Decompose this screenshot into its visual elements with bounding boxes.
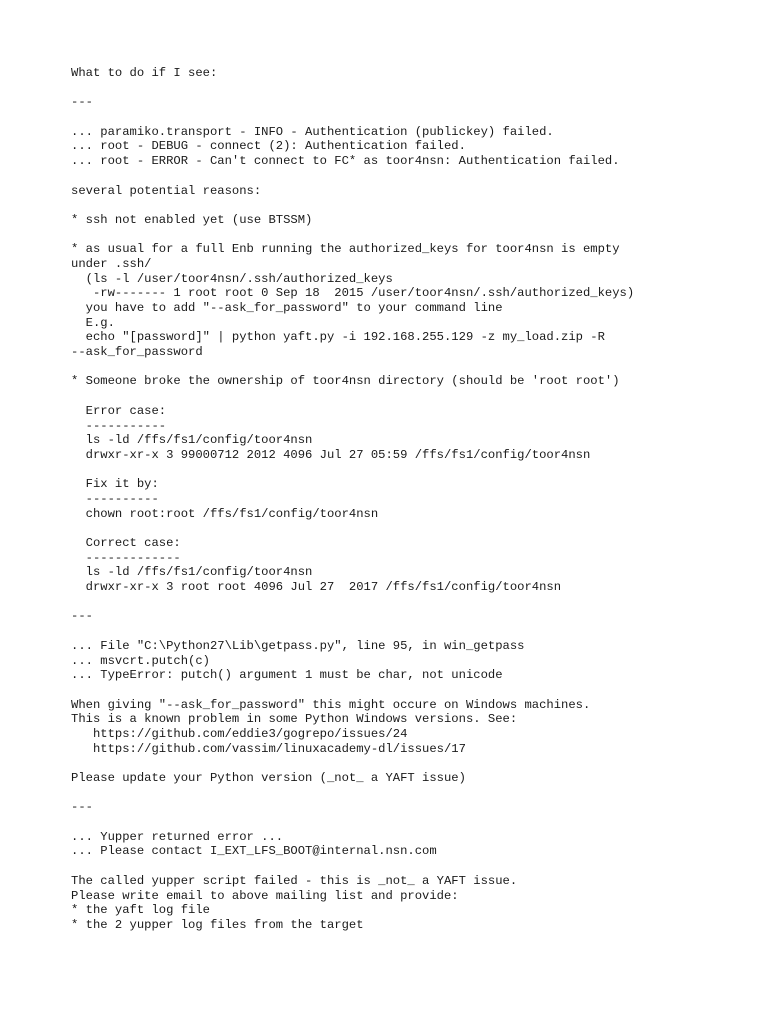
text-line: chown root:root /ffs/fs1/config/toor4nsn bbox=[71, 506, 379, 521]
text-line: ---------- bbox=[71, 491, 159, 506]
text-line: ... paramiko.transport - INFO - Authentication (publickey) failed. bbox=[71, 124, 554, 139]
text-line bbox=[71, 110, 761, 125]
text-line: -rw------- 1 root root 0 Sep 18 2015 /user/toor4nsn/.ssh/authorized_keys) bbox=[71, 286, 635, 301]
text-line bbox=[71, 786, 761, 801]
text-line: under .ssh/ bbox=[71, 256, 152, 271]
text-line: ... Yupper returned error ... bbox=[71, 829, 284, 844]
text-line: drwxr-xr-x 3 root root 4096 Jul 27 2017 /ffs/fs1/config/toor4nsn bbox=[71, 580, 562, 595]
text-line: This is a known problem in some Python Windows versions. See: bbox=[71, 712, 518, 727]
text-line: Please write email to above mailing list and provide: bbox=[71, 888, 459, 903]
text-line: (ls -l /user/toor4nsn/.ssh/authorized_keys bbox=[71, 271, 393, 286]
text-line: ----------- bbox=[71, 418, 167, 433]
text-line: https://github.com/eddie3/gogrepo/issues/24 bbox=[71, 726, 408, 741]
text-line bbox=[71, 521, 761, 536]
text-line: echo "[password]" | python yaft.py -i 192.168.255.129 -z my_load.zip -R bbox=[71, 330, 605, 345]
text-line: * the yaft log file bbox=[71, 903, 210, 918]
text-line: E.g. bbox=[71, 315, 115, 330]
text-line bbox=[71, 683, 761, 698]
text-line bbox=[71, 198, 761, 213]
text-line: What to do if I see: bbox=[71, 66, 218, 80]
text-line: Fix it by: bbox=[71, 477, 159, 492]
text-line: ... TypeError: putch() argument 1 must be char, not unicode bbox=[71, 668, 503, 683]
text-line: --- bbox=[71, 95, 93, 110]
text-line bbox=[71, 360, 761, 375]
text-line: When giving "--ask_for_password" this might occure on Windows machines. bbox=[71, 697, 591, 712]
text-line: ... root - ERROR - Can't connect to FC* as toor4nsn: Authentication failed. bbox=[71, 154, 620, 169]
text-line bbox=[71, 859, 761, 874]
text-line: Please update your Python version (_not_ a YAFT issue) bbox=[71, 771, 466, 785]
text-line bbox=[71, 756, 761, 771]
text-line bbox=[71, 228, 761, 243]
text-line: ls -ld /ffs/fs1/config/toor4nsn bbox=[71, 433, 313, 448]
text-line: ------------- bbox=[71, 550, 181, 565]
text-line: you have to add "--ask_for_password" to your command line bbox=[71, 301, 503, 315]
text-line bbox=[71, 81, 761, 96]
text-line bbox=[71, 169, 761, 184]
text-line: Error case: bbox=[71, 403, 167, 418]
text-line: https://github.com/vassim/linuxacademy-dl/issues/17 bbox=[71, 741, 466, 756]
text-line: * ssh not enabled yet (use BTSSM) bbox=[71, 212, 313, 227]
text-line: --ask_for_password bbox=[71, 345, 203, 360]
text-line: * Someone broke the ownership of toor4nsn directory (should be 'root root') bbox=[71, 374, 620, 389]
text-line: ... root - DEBUG - connect (2): Authentication failed. bbox=[71, 139, 466, 154]
text-line: ls -ld /ffs/fs1/config/toor4nsn bbox=[71, 565, 313, 580]
text-line: * the 2 yupper log files from the target bbox=[71, 917, 364, 932]
text-line: * as usual for a full Enb running the authorized_keys for toor4nsn is empty bbox=[71, 242, 620, 257]
text-line: ... msvcrt.putch(c) bbox=[71, 653, 210, 668]
text-line bbox=[71, 815, 761, 830]
text-line: --- bbox=[71, 609, 93, 624]
text-line bbox=[71, 389, 761, 404]
text-line: ... Please contact I_EXT_LFS_BOOT@internal.nsn.com bbox=[71, 844, 437, 859]
text-line bbox=[71, 624, 761, 639]
text-line: drwxr-xr-x 3 99000712 2012 4096 Jul 27 05:59 /ffs/fs1/config/toor4nsn bbox=[71, 447, 591, 462]
text-line: The called yupper script failed - this is _not_ a YAFT issue. bbox=[71, 873, 518, 888]
text-line bbox=[71, 595, 761, 610]
text-line: several potential reasons: bbox=[71, 183, 262, 198]
text-line: --- bbox=[71, 800, 93, 815]
text-line: Correct case: bbox=[71, 536, 181, 550]
text-line bbox=[71, 463, 761, 478]
text-line: ... File "C:\Python27\Lib\getpass.py", line 95, in win_getpass bbox=[71, 638, 525, 653]
document-body bbox=[71, 66, 761, 933]
